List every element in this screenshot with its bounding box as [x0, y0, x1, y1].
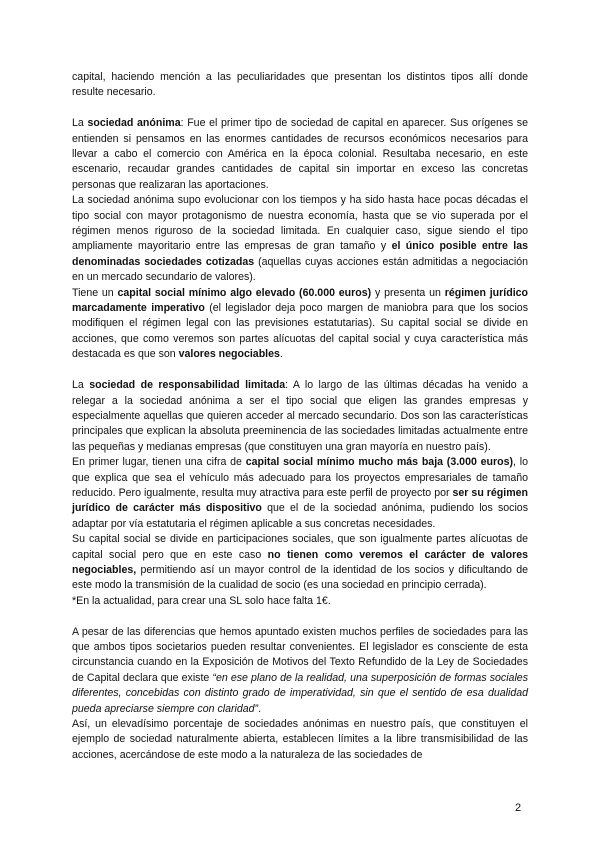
- paragraph-gap: [72, 101, 528, 116]
- bold-regimen-imperativo: régimen jurídico marcadamente imperativo: [72, 286, 528, 315]
- quote-exposicion-motivos: “en ese plano de la realidad, una superposición de formas sociales diferentes, concebidas con distinto grado de imperatividad, sin que el sentido de esa dualidad pueda apreciarse siempre con claridad”: [72, 671, 528, 715]
- bold-capital-minimo-sa: capital social mínimo algo elevado (60.000 euros): [117, 286, 372, 299]
- bold-sociedades-cotizadas: el único posible entre las denominadas sociedades cotizadas: [72, 240, 528, 268]
- bold-capital-minimo-srl: capital social mínimo mucho más baja (3.000 euros): [245, 456, 514, 469]
- paragraph-srl-participaciones: Su capital social se divide en participaciones sociales, que son igualmente partes alícuotas de capital social pero que en este caso no tienen como veremos el carácter de valores negociables, permitiendo así un mayor control de la identidad de los socios y dificultando de este modo la transmisión de la cualidad de socio (es una sociedad en principio cerrada).: [72, 533, 529, 592]
- bold-regimen-dispositivo: ser su régimen jurídico de carácter más dispositivo: [72, 486, 528, 515]
- paragraph-sociedad-anonima-capital: Tiene un capital social mínimo algo elevado (60.000 euros) y presenta un régimen jurídico marcadamente imperativo (el legislador deja poco margen de maniobra para que los socios modifiquen el régimen legal con las previsiones estatutarias). Su capital social se divide en acciones, que como veremos son partes alícuotas del capital social y cuya característica más destacada es que son valores negociables.: [72, 286, 528, 361]
- paragraph-closing-porcentaje: Así, un elevadísimo porcentaje de sociedades anónimas en nuestro país, que constituyen el ejemplo de sociedad naturalmente abierta, establecen límites a la libre transmisibilidad de las acciones, acercándose de este modo a la naturaleza de las sociedades de: [72, 718, 528, 761]
- bold-no-valores-negociables: no tienen como veremos el carácter de valores negociables,: [72, 548, 529, 576]
- paragraph-closing-differences: A pesar de las diferencias que hemos apuntado existen muchos perfiles de sociedades para las que ambos tipos societarios pueden resultar convenientes. El legislador es consciente de esta circunstancia cuando en la Exposición de Motivos del Texto Refundido de la Ley de Sociedades de Capital declara que existe “en ese plano de la realidad, una superposición de formas sociales diferentes, concebidas con distinto grado de imperatividad, sin que el sentido de esa dualidad pueda apreciarse siempre con claridad”.: [72, 625, 528, 715]
- term-sociedad-limitada: sociedad de responsabilidad limitada: [89, 379, 286, 392]
- paragraph-gap: [72, 609, 528, 624]
- paragraph-srl-definition: La sociedad de responsabilidad limitada: A lo largo de las últimas décadas ha venido a relegar a la sociedad anónima a ser el tipo social que eligen las grandes empresas y especialmente aquellas que quieren acceder al mercado secundario. Dos son las características principales que explican la absoluta preeminencia de las sociedades limitadas actualmente entre las pequeñas y medianas empresas (que constituyen una gran mayoría en nuestro país).: [72, 379, 529, 453]
- page-number: 2: [515, 802, 522, 814]
- paragraph-sociedad-anonima-definition: La sociedad anónima: Fue el primer tipo de sociedad de capital en aparecer. Sus orígenes se entienden si pensamos en las enormes cantidades de recursos económicos necesarios para llevar a cabo el comercio con América en la época colonial. Resultaba necesario, en este escenario, recaudar grandes cantidades de capital sin importar en exceso las concretas personas que realizaran las aportaciones.: [72, 117, 528, 191]
- bold-valores-negociables: valores negociables: [178, 348, 280, 361]
- paragraph-gap: [72, 363, 528, 378]
- term-sociedad-anonima: sociedad anónima: [87, 117, 181, 130]
- page-body: [72, 70, 528, 763]
- paragraph-intro-continuation: capital, haciendo mención a las peculiaridades que presentan los distintos tipos allí donde resulte necesario.: [72, 71, 528, 99]
- paragraph-sociedad-anonima-evolution: La sociedad anónima supo evolucionar con los tiempos y ha sido hasta hace pocas décadas el tipo social con mayor protagonismo de nuestra economía, hasta que se vio superada por el régimen menos riguroso de la sociedad limitada. En cualquier caso, sigue siendo el tipo ampliamente mayoritario entre las empresas de gran tamaño y el único posible entre las denominadas sociedades cotizadas (aquellas cuyas acciones están admitidas a negociación en un mercado secundario de valores).: [72, 194, 528, 284]
- paragraph-srl-capital: En primer lugar, tienen una cifra de capital social mínimo mucho más baja (3.000 euros), lo que explica que sea el vehículo más adecuado para los proyectos empresariales de tamaño reducido. Pero igualmente, resulta muy atractiva para este perfil de proyecto por ser su régimen jurídico de carácter más dispositivo que el de la sociedad anónima, pudiendo los socios adaptar por vía estatutaria el régimen aplicable a sus concretas necesidades.: [72, 456, 528, 530]
- footnote-sl-capital: *En la actualidad, para crear una SL solo hace falta 1€.: [72, 594, 331, 607]
